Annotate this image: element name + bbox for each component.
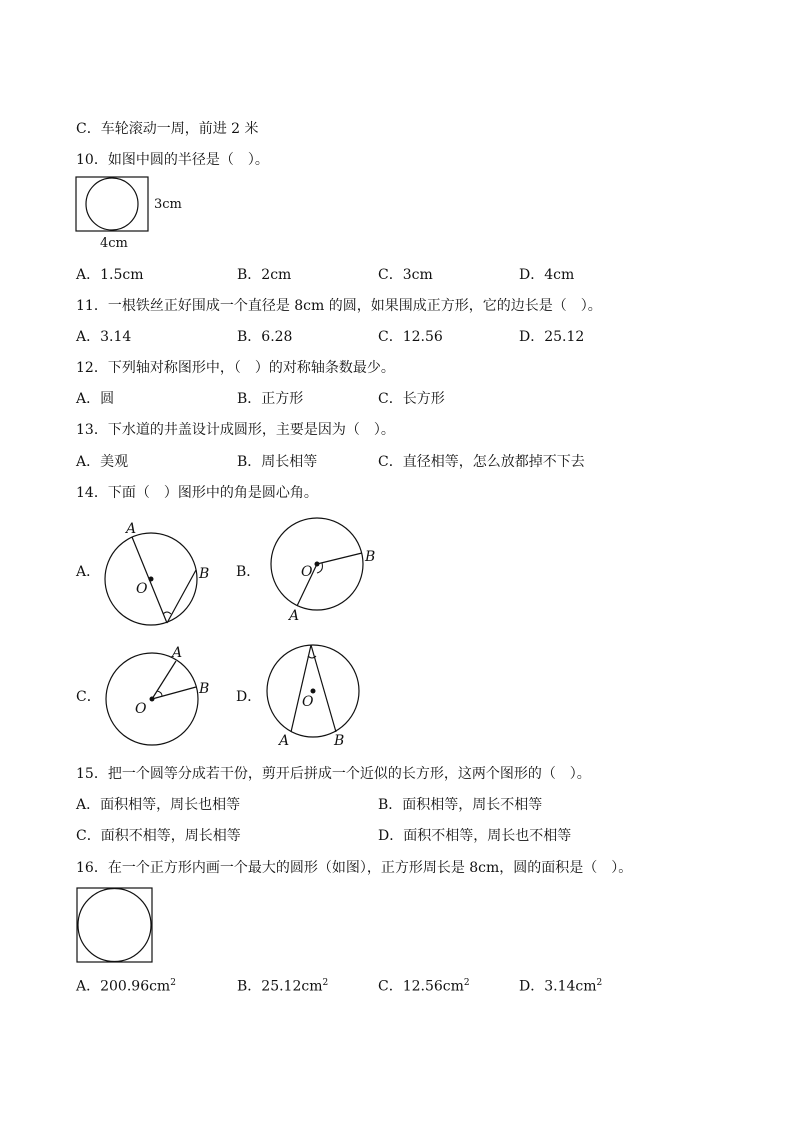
q12-stem: 12．下列轴对称图形中，（ ）的对称轴条数最少。 xyxy=(76,360,395,376)
q16-option-a xyxy=(76,973,176,997)
q10-stem: 10．如图中圆的半径是（ ）。 xyxy=(76,152,269,168)
q16-option-d-exponent: 2 xyxy=(596,978,603,988)
q15-option-b: B．面积相等，周长不相等 xyxy=(378,797,543,813)
q13-option-b: B．周长相等 xyxy=(237,454,318,470)
q11-stem: 11．一根铁丝正好围成一个直径是 8cm 的圆，如果围成正方形，它的边长是（ ）。 xyxy=(76,298,602,314)
q16-option-a-text: A．200.96cm xyxy=(76,978,171,995)
q11-option-d: D．25.12 xyxy=(519,329,585,345)
q13-stem: 13．下水道的井盖设计成圆形，主要是因为（ ）。 xyxy=(76,422,395,438)
q14-d-point-o-label: O xyxy=(302,694,314,710)
q16-option-d-text: D．3.14cm xyxy=(519,978,597,995)
q15-stem: 15．把一个圆等分成若干份，剪开后拼成一个近似的长方形，这两个图形的（ ）。 xyxy=(76,766,591,782)
q14-option-c-letter: C． xyxy=(76,689,101,705)
q16-option-c-text: C．12.56cm xyxy=(378,978,464,995)
q16-stem: 16．在一个正方形内画一个最大的圆形（如图），正方形周长是 8cm，圆的面积是（ ）。 xyxy=(76,860,633,876)
q11-option-b: B．6.28 xyxy=(237,329,293,345)
q11-option-a: A．3.14 xyxy=(76,329,132,345)
q14-c-point-b-label: B xyxy=(199,681,210,697)
q14-d-point-a-label: A xyxy=(279,733,290,749)
q10-option-b: B．2cm xyxy=(237,267,292,283)
q13-option-c: C．直径相等，怎么放都掉不下去 xyxy=(378,454,585,470)
q14-a-point-o-label: O xyxy=(136,581,148,597)
q11-option-c: C．12.56 xyxy=(378,329,443,345)
q14-figure-d xyxy=(262,638,372,753)
q10-option-d: D．4cm xyxy=(519,267,575,283)
q12-option-c: C．长方形 xyxy=(378,391,445,407)
q14-d-point-b-label: B xyxy=(334,733,345,749)
q14-b-point-a-label: A xyxy=(289,608,300,624)
q12-option-a: A．圆 xyxy=(76,391,115,407)
q14-figure-c xyxy=(100,643,220,758)
q14-b-point-b-label: B xyxy=(365,549,376,565)
q10-height-label: 3cm xyxy=(154,197,182,212)
q15-option-d: D．面积不相等，周长也不相等 xyxy=(378,828,572,844)
q16-option-b-exponent: 2 xyxy=(322,978,329,988)
q14-option-b-letter: B． xyxy=(236,564,261,580)
q16-option-d xyxy=(519,973,602,997)
q12-option-b: B．正方形 xyxy=(237,391,304,407)
q16-option-b xyxy=(237,973,328,997)
q14-b-point-o-label: O xyxy=(301,564,313,580)
q15-option-c: C．面积不相等，周长相等 xyxy=(76,828,241,844)
q10-figure-rect-circle xyxy=(74,175,152,235)
q14-a-point-b-label: B xyxy=(199,566,210,582)
q14-stem: 14．下面（ ）图形中的角是圆心角。 xyxy=(76,485,318,501)
q16-option-b-text: B．25.12cm xyxy=(237,978,323,995)
q13-option-a: A．美观 xyxy=(76,454,129,470)
q16-option-a-exponent: 2 xyxy=(170,978,176,988)
q14-option-a-letter: A． xyxy=(76,564,101,580)
q14-figure-b xyxy=(262,513,382,628)
q10-option-c: C．3cm xyxy=(378,267,433,283)
q9-option-c: C．车轮滚动一周，前进 2 米 xyxy=(76,121,259,137)
q14-a-point-a-label: A xyxy=(126,521,137,537)
q14-c-point-a-label: A xyxy=(172,645,183,661)
q16-figure-square-circle xyxy=(75,886,155,964)
q15-option-a: A．面积相等，周长也相等 xyxy=(76,797,241,813)
q14-c-point-o-label: O xyxy=(135,701,147,717)
q14-figure-a xyxy=(100,517,220,632)
q10-option-a: A．1.5cm xyxy=(76,267,144,283)
q16-option-c-exponent: 2 xyxy=(463,978,470,988)
q16-option-c xyxy=(378,973,470,997)
q14-option-d-letter: D． xyxy=(236,689,262,705)
q10-width-label: 4cm xyxy=(100,236,128,251)
